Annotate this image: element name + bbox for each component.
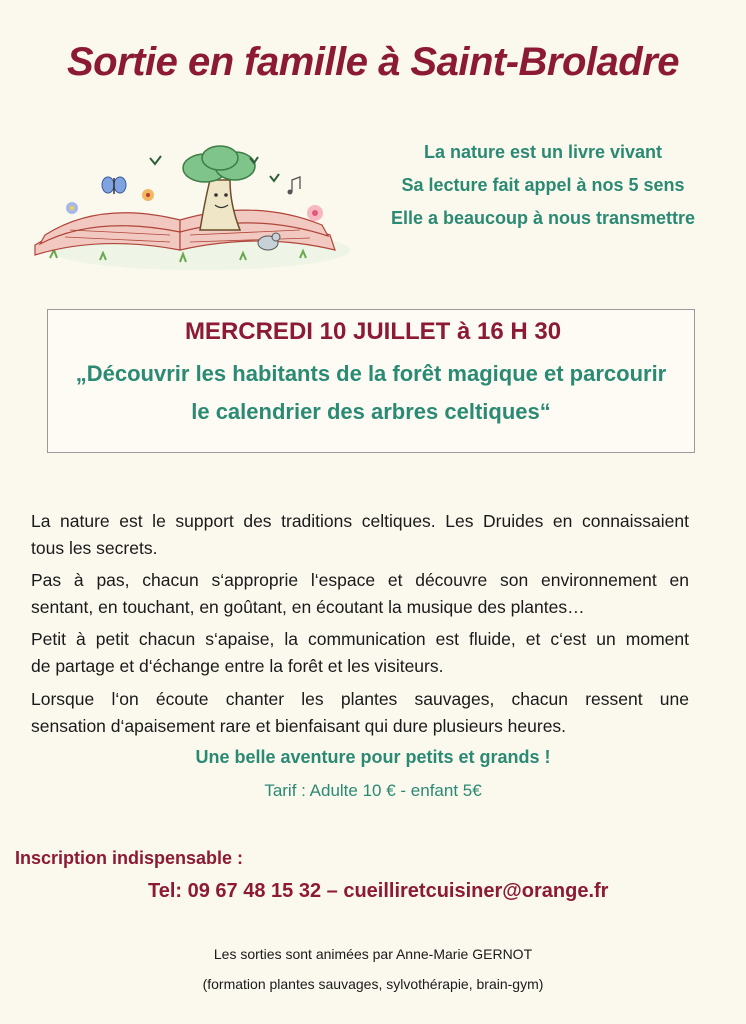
footer-line-2: (formation plantes sauvages, sylvothérapie, brain-gym) <box>202 976 544 992</box>
paragraph-line: sensation d‘apaisement rare et bienfaisant qui dure plusieurs heures. <box>31 716 567 736</box>
tagline-1: La nature est un livre vivant <box>423 142 663 162</box>
paragraph-line: sentant, en touchant, en goûtant, en écoutant la musique des plantes… <box>31 597 585 617</box>
paragraph-line: Lorsque l‘on écoute chanter les plantes sauvages, chacun ressent une <box>31 689 689 709</box>
tagline-2: Sa lecture fait appel à nos 5 sens <box>401 175 685 195</box>
footer-line-1: Les sorties sont animées par Anne-Marie GERNOT <box>213 946 533 962</box>
highlight-text: Une belle aventure pour petits et grands ! <box>195 747 551 767</box>
book-tree-illustration <box>30 140 350 270</box>
paragraph-wild-plants <box>31 686 689 740</box>
contact-info: Tel: 09 67 48 15 32 – cueilliretcuisiner@orange.fr <box>148 880 609 902</box>
paragraph-step-by-step <box>31 567 689 621</box>
event-title-line-2: le calendrier des arbres celtiques“ <box>191 399 551 424</box>
page-title: Sortie en famille à Saint-Broladre <box>66 40 680 84</box>
paragraph-line: tous les secrets. <box>31 538 158 558</box>
event-date: MERCREDI 10 JUILLET à 16 H 30 <box>184 318 562 345</box>
price-text: Tarif : Adulte 10 € - enfant 5€ <box>264 781 482 800</box>
paragraph-line: Pas à pas, chacun s‘approprie l‘espace et découvre son environnement en <box>31 570 689 590</box>
paragraph-line: de partage et d‘échange entre la forêt et les visiteurs. <box>31 656 444 676</box>
tagline-3: Elle a beaucoup à nous transmettre <box>390 208 696 228</box>
inscription-label: Inscription indispensable : <box>15 848 244 868</box>
paragraph-calm <box>31 626 689 680</box>
paragraph-line: Petit à petit chacun s‘apaise, la communication est fluide, et c‘est un moment <box>31 629 689 649</box>
paragraph-line: La nature est le support des traditions celtiques. Les Druides en connaissaient <box>31 511 689 531</box>
event-title-line-1: „Découvrir les habitants de la forêt magique et parcourir <box>75 361 667 386</box>
paragraph-druids <box>31 508 689 562</box>
